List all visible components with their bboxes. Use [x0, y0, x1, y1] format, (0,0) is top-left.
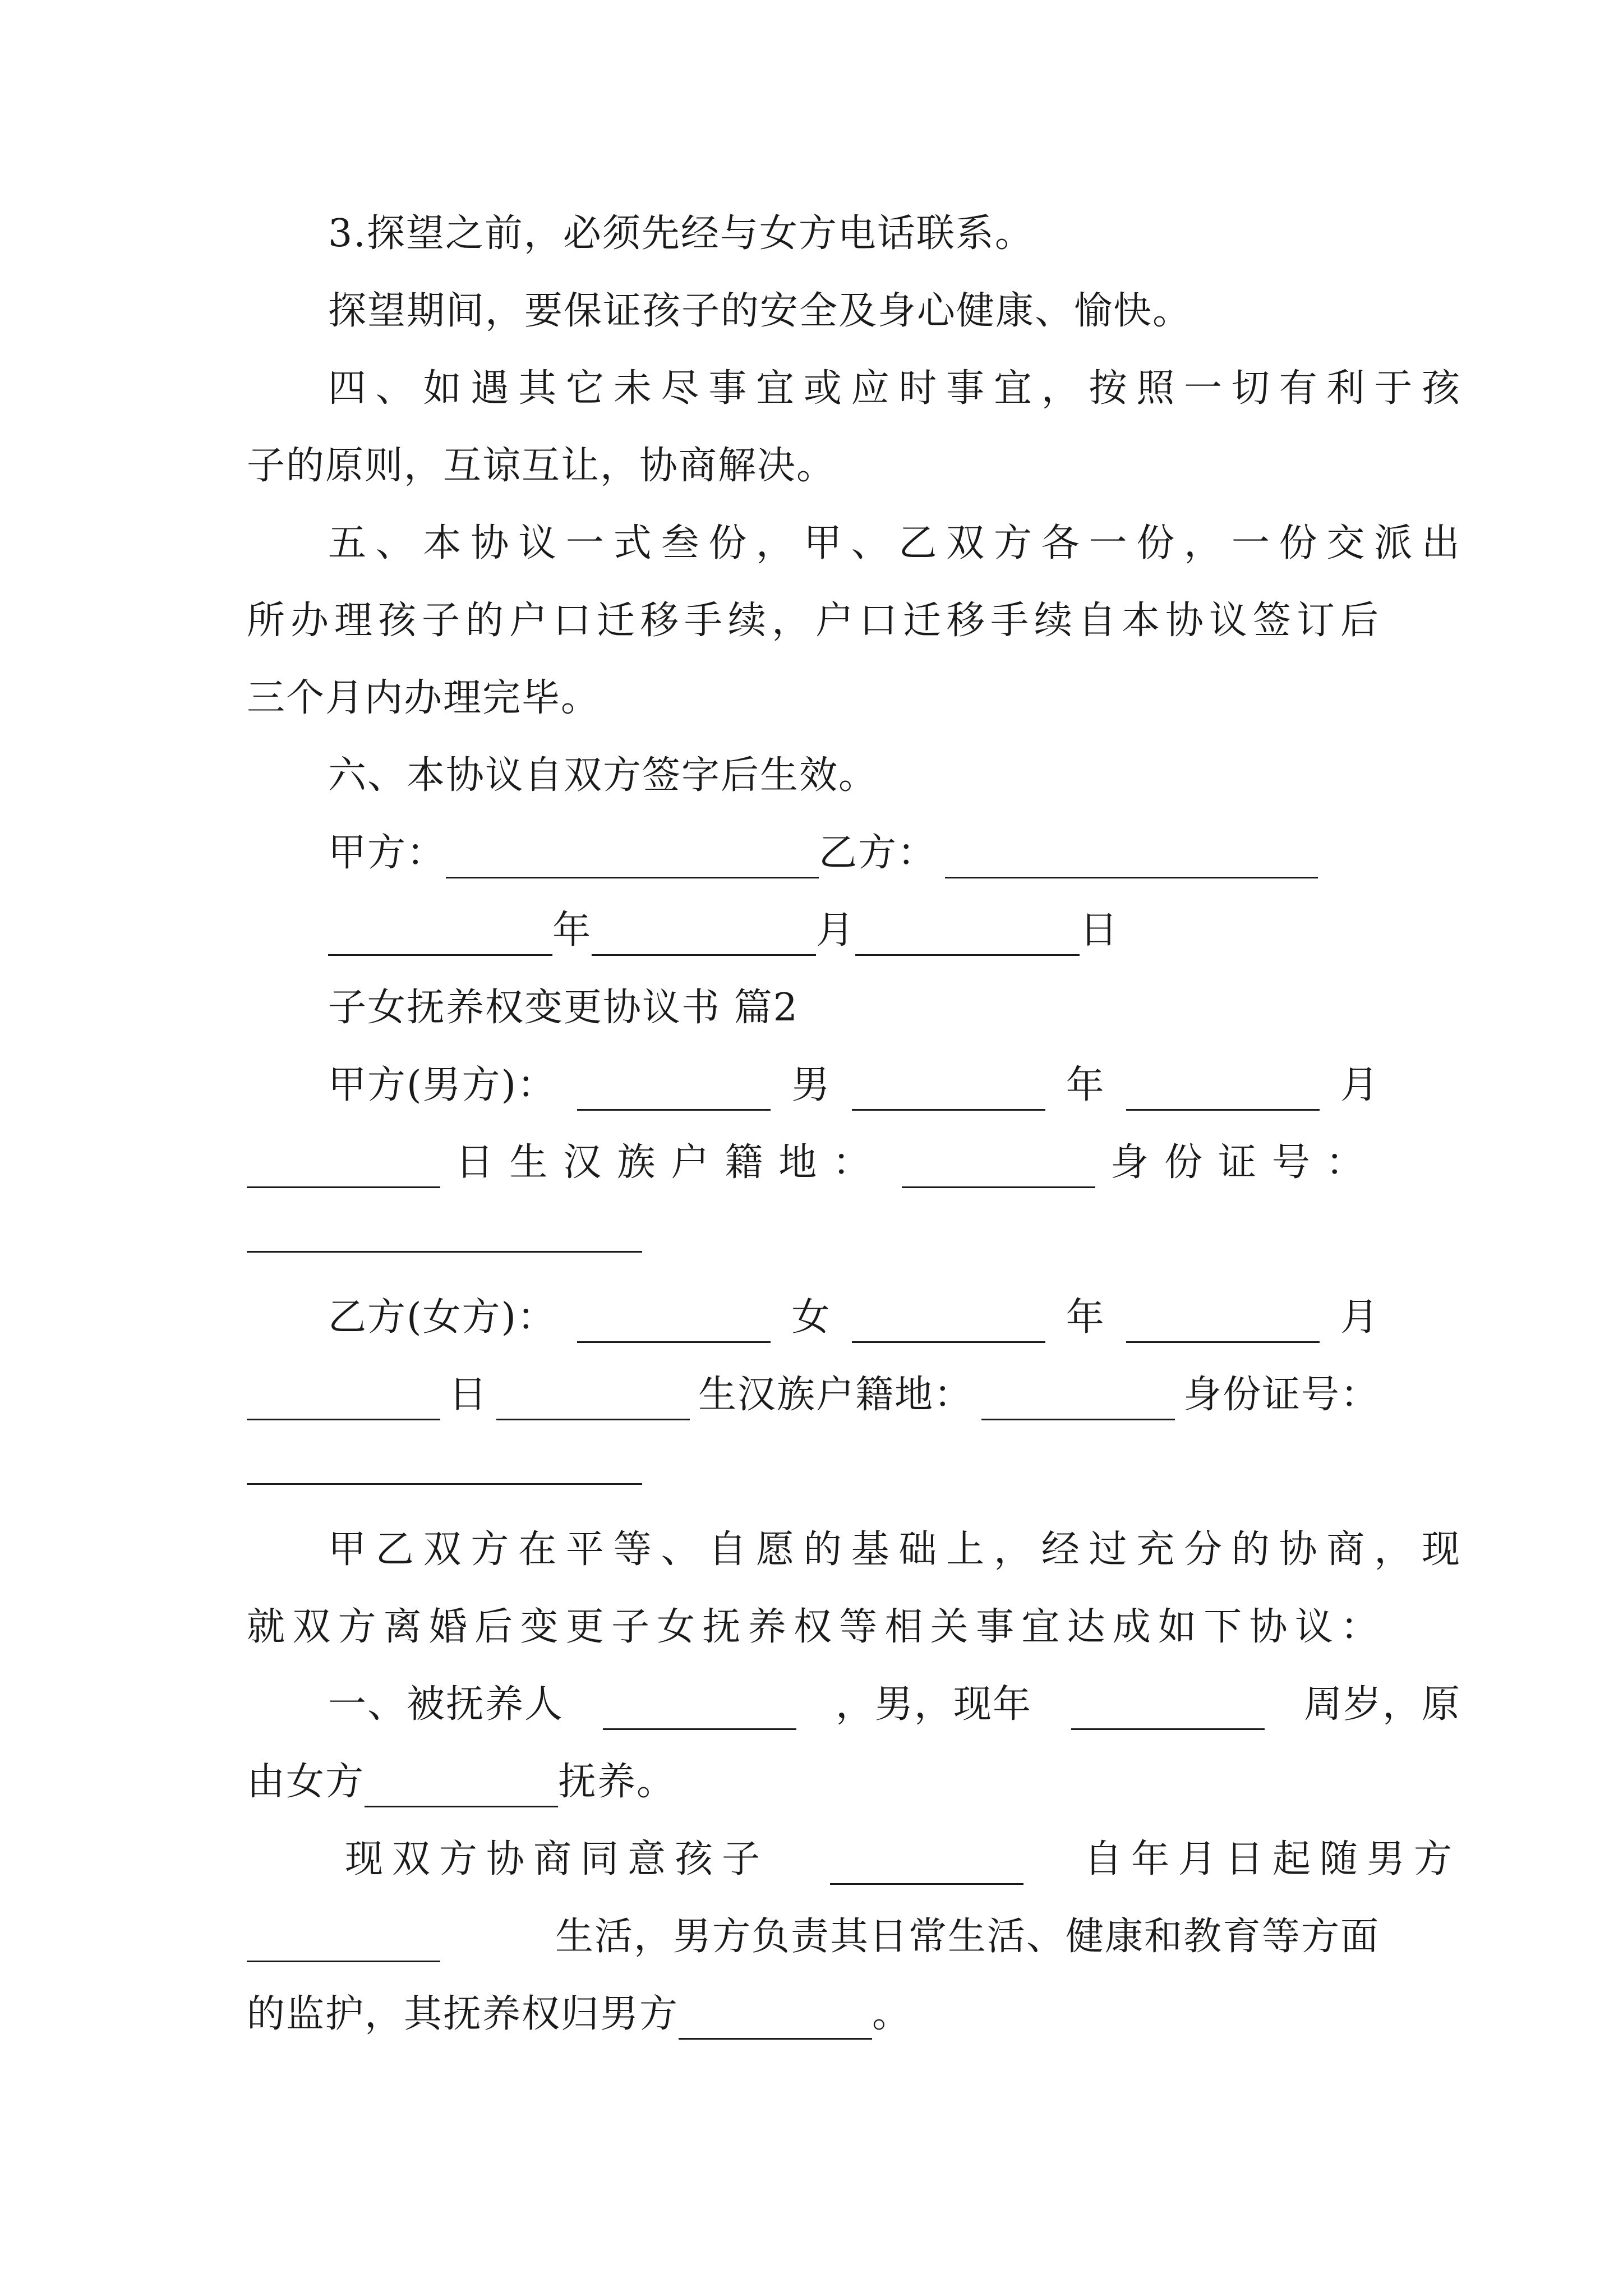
clause-2-text-c: 生活，男方负责其日常生活、健康和教育等方面 [555, 1915, 1380, 1959]
paragraph-line: 六、本协议自双方签字后生效。 [328, 753, 878, 798]
month-blank [592, 919, 816, 956]
party-a-birth-label: 日生汉族户籍地： [455, 1140, 887, 1185]
party-a-year-blank [852, 1074, 1045, 1111]
party-b-domicile-blank [981, 1384, 1175, 1420]
clause-2-line-2 [247, 1912, 1380, 1962]
clause-2-line [247, 1834, 1461, 1885]
day-label: 日 [1080, 908, 1119, 953]
party-a-name-blank [577, 1074, 771, 1111]
paragraph-line: 所办理孩子的户口迁移手续，户口迁移手续自本协议签订后 [247, 599, 1380, 643]
clause-1-line-2 [247, 1757, 1380, 1807]
party-b-female-label: 乙方(女方)： [328, 1295, 557, 1340]
clause-1-text-a: 一、被抚养人 [328, 1682, 564, 1727]
party-b-month-blank [1126, 1306, 1320, 1343]
month-label: 月 [1340, 1063, 1380, 1107]
year-blank [328, 919, 552, 956]
clause-1-text-c: 周岁，原 [1303, 1682, 1461, 1727]
clause-2-line-3 [247, 1989, 1380, 2040]
gender-female: 女 [791, 1295, 831, 1340]
party-b-birth-label: 生汉族户籍地： [698, 1373, 973, 1417]
party-a-month-blank [1126, 1074, 1320, 1111]
paragraph-line: 子的原则，互谅互让，协商解决。 [247, 444, 836, 488]
paragraph-line: 四、如遇其它未尽事宜或应时事宜，按照一切有利于孩 [328, 366, 1461, 411]
child-name-blank [830, 1848, 1023, 1885]
id-number-label: 身份证号： [1110, 1140, 1380, 1185]
clause-1-text-e: 抚养。 [558, 1760, 676, 1804]
party-a-id-blank [247, 1216, 642, 1253]
custody-blank [679, 2003, 872, 2040]
party-b-birth-blank [496, 1384, 690, 1420]
party-a-domicile-blank [902, 1152, 1095, 1188]
paragraph-line: 甲乙双方在平等、自愿的基础上，经过充分的协商，现 [328, 1527, 1461, 1572]
party-a-line [247, 1060, 1380, 1111]
clause-2-text-b: 自年月日起随男方 [1083, 1837, 1461, 1881]
party-b-year-blank [852, 1306, 1045, 1343]
gender-male: 男 [791, 1063, 831, 1107]
signature-line [247, 828, 1461, 878]
year-label: 年 [1066, 1063, 1105, 1107]
party-a-day-blank [247, 1152, 440, 1188]
party-b-line [247, 1292, 1380, 1343]
party-a-label: 甲方： [328, 831, 446, 875]
paragraph-line: 五、本协议一式叁份，甲、乙双方各一份，一份交派出 [328, 521, 1461, 565]
clause-1-text-b: ，男，现年 [835, 1682, 1032, 1727]
party-a-male-label: 甲方(男方)： [328, 1063, 557, 1107]
party-a-id-line [247, 1215, 1380, 1266]
ward-name-blank [603, 1694, 796, 1730]
section-title: 子女抚养权变更协议书 篇2 [328, 986, 799, 1030]
paragraph-line: 三个月内办理完毕。 [247, 676, 601, 720]
clause-2-text-a: 现双方协商同意孩子 [345, 1837, 769, 1881]
clause-2-text-d: 的监护，其抚养权归男方 [247, 1992, 679, 2036]
party-b-line-2 [247, 1370, 1380, 1420]
mother-name-blank [365, 1771, 558, 1807]
party-b-day-blank [247, 1384, 440, 1420]
year-label: 年 [1066, 1295, 1105, 1340]
paragraph-line: 探望期间，要保证孩子的安全及身心健康、愉快。 [328, 289, 1192, 333]
day-blank [855, 919, 1080, 956]
clause-1-line [247, 1680, 1461, 1730]
party-a-signature-blank [446, 842, 819, 878]
month-label: 月 [816, 908, 856, 953]
year-label: 年 [552, 908, 592, 953]
clause-2-text-e: 。 [872, 1992, 912, 2036]
date-line [247, 905, 1461, 956]
clause-1-text-d: 由女方 [247, 1760, 365, 1804]
day-label: 日 [448, 1373, 488, 1417]
paragraph-line: 3.探望之前，必须先经与女方电话联系。 [328, 211, 1034, 256]
father-name-blank [247, 1926, 440, 1962]
party-b-signature-blank [945, 842, 1318, 878]
party-a-line-2 [247, 1138, 1380, 1188]
paragraph-line: 就双方离婚后变更子女抚养权等相关事宜达成如下协议： [247, 1605, 1380, 1649]
month-label: 月 [1340, 1295, 1380, 1340]
party-b-name-blank [577, 1306, 771, 1343]
ward-age-blank [1071, 1694, 1265, 1730]
party-b-id-blank [247, 1448, 642, 1485]
party-b-id-line [247, 1447, 1380, 1498]
id-number-label: 身份证号： [1183, 1373, 1380, 1417]
party-b-label: 乙方： [819, 831, 937, 875]
